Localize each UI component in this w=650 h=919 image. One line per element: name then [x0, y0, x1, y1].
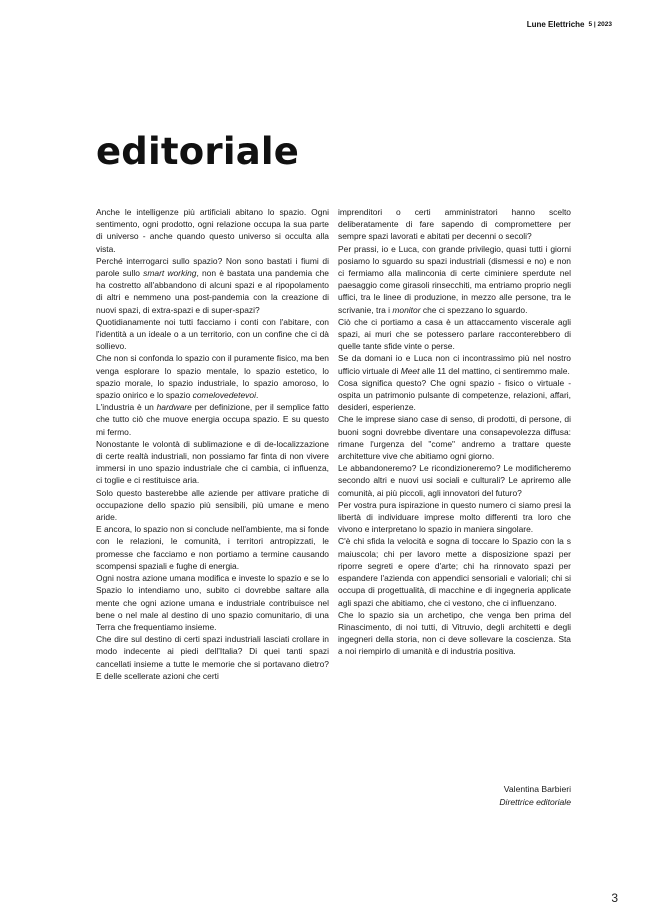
paragraph — [338, 316, 571, 353]
page-title: editoriale — [96, 130, 300, 173]
paragraph — [96, 438, 329, 487]
text-segment: per definizione, per il semplice fatto che tutto ciò che muove energia occupa spazio. E su questo mi fermo. — [96, 402, 329, 437]
text-segment: C'è chi sfida la velocità e sogna di toccare lo Spazio con la s maiuscola; chi per lavoro mette a disposizione spazi per riporre segreti e opere d'arte; chi ha rinnovato spazi per espandere l'azienda con appendici sensoriali e valoriali; chi si occupa di progettualità, di macchine e di ingegneria applicate agli spazi che abitiamo, che ci vestono, che ci influenzano. — [338, 536, 571, 608]
text-segment: Quotidianamente noi tutti facciamo i conti con l'abitare, con l'identità a un ideale o a un territorio, con un confine che ci dà sollievo. — [96, 316, 329, 352]
paragraph — [338, 377, 571, 414]
text-segment: Perché interrogarci sullo spazio? Non sono bastati i fiumi di parole sullo — [96, 255, 329, 279]
paragraph — [96, 572, 329, 633]
italic-term: Meet — [400, 365, 420, 376]
author-name: Valentina Barbieri — [503, 784, 571, 794]
paragraph — [338, 609, 571, 658]
text-segment: alle 11 del mattino, ci sentiremmo male. — [419, 365, 570, 376]
paragraph — [338, 206, 571, 243]
text-segment: Che le imprese siano case di senso, di prodotti, di persone, di buoni sogni dovrebbe diventare una consapevolezza diffusa: rimane l'urgenza del "come" andremo a trattare queste architetture vive che abitiamo ogni giorno. — [338, 414, 571, 462]
text-segment: Se da domani io e Luca non ci incontrassimo più nel nostro ufficio virtuale di — [338, 353, 571, 376]
text-segment: Nonostante le volontà di sublimazione e di de-localizzazione di certe realtà industriali, non possiamo far finta di non vivere immersi in uno spazio industriale che ci cambia, ci influenza, ci toglie e ci restituisce aria. — [96, 438, 329, 486]
text-segment: imprenditori o certi amministratori hanno scelto deliberatamente di fare sapendo di compromettere per sempre spazi lavorati e abitati per decenni o secoli? — [338, 207, 571, 242]
italic-term: monitor — [392, 304, 421, 315]
text-segment: Per prassi, io e Luca, con grande privilegio, quasi tutti i giorni posiamo lo sguardo su spazi industriali (dismessi e no) e non ci fermiamo alla malinconia di certe ciminiere sperdute nel paesaggio come girasoli rinsecchiti, ma entriamo proprio negli uffici, tra le linee di produzione, in mezzo alle persone, tra le scrivanie, tra i — [338, 243, 571, 315]
italic-term: comelovedetevoi — [192, 390, 256, 401]
paragraph — [96, 487, 329, 524]
column-left — [96, 206, 329, 682]
italic-term: hardware — [156, 402, 192, 413]
text-segment: Che dire sul destino di certi spazi industriali lasciati crollare in modo indecente ai piedi dell'Italia? Di quei tanti spazi cancellati insieme a tutte le memorie che si portavano dietro? E delle scellerate azioni che certi — [96, 634, 329, 681]
paragraph — [96, 523, 329, 572]
page-number: 3 — [611, 891, 618, 905]
issue-number: 5 | 2023 — [588, 21, 612, 28]
paragraph — [338, 352, 571, 376]
paragraph — [338, 535, 571, 608]
text-segment: Cosa significa questo? Che ogni spazio - fisico o virtuale - ospita un patrimonio pulsante di competenze, relazioni, affari, desideri, esperienze. — [338, 377, 571, 413]
paragraph — [96, 352, 329, 401]
paragraph — [96, 206, 329, 255]
paragraph — [96, 401, 329, 438]
text-segment: E ancora, lo spazio non si conclude nell'ambiente, ma si fonde con le relazioni, le comunità, i territori antropizzati, le promesse che facciamo e non portiamo a termine causando scompensi spaziali e fughe di energia. — [96, 524, 329, 571]
paragraph — [96, 316, 329, 353]
paragraph — [338, 462, 571, 499]
paragraph — [338, 243, 571, 316]
text-segment: Che non si confonda lo spazio con il puramente fisico, ma ben venga esplorare lo spazio mentale, lo spazio estetico, lo spazio morale, lo spazio industriale, lo spazio amoroso, lo spazio onirico e lo spazio — [96, 353, 329, 401]
text-segment: , non è bastata una pandemia che ha costretto all'abbandono di alcuni spazi e al ripopolamento di altri e nemmeno una post-pandemia con la creazione di nuovi spazi, di extra-spazi e di super-spazi? — [96, 268, 329, 315]
text-segment: Che lo spazio sia un archetipo, che venga ben prima del Rinascimento, di noi tutti, di Vitruvio, degli architetti e degli ingegneri della storia, non ci deve sollevare la coscienza. Sta a noi riempirlo di umanità e di industria positiva. — [338, 609, 571, 657]
magazine-name: Lune Elettriche — [526, 20, 585, 29]
paragraph — [338, 413, 571, 462]
text-segment: Ogni nostra azione umana modifica e investe lo spazio e se lo Spazio lo intendiamo uno, subito ci dovrebbe saltare alla mente che ogni azione umana e industriale contribuisce nel bene o nel male al destino di uno spazio comunitario, di una Terra che frequentiamo insieme. — [96, 573, 329, 632]
running-header — [527, 20, 612, 29]
paragraph — [338, 499, 571, 536]
article-body — [96, 206, 571, 682]
column-right — [338, 206, 571, 682]
paragraph — [96, 633, 329, 682]
author-role: Direttrice editoriale — [499, 796, 571, 807]
italic-term: smart working — [143, 268, 197, 279]
text-segment: Solo questo basterebbe alle aziende per attivare pratiche di occupazione dello spazio più sensibili, più umane e meno aride. — [96, 487, 329, 523]
text-segment: Ciò che ci portiamo a casa è un attaccamento viscerale agli spazi, ai muri che se potessero parlare racconterebbero di quelle tante sfide vinte o perse. — [338, 316, 571, 352]
signature-block — [499, 783, 571, 808]
text-segment: Per vostra pura ispirazione in questo numero ci siamo presi la libertà di individuare imprese molto differenti tra loro che vivono e interpretano lo spazio in maniera singolare. — [338, 499, 571, 535]
text-segment: L'industria è un — [96, 402, 157, 413]
text-segment: Le abbandoneremo? Le ricondizioneremo? Le modificheremo secondo altri e nuovi usi sociali e culturali? Le apriremo alle comunità, ai più piccoli, agli innovatori del futuro? — [338, 463, 571, 498]
paragraph — [96, 255, 329, 316]
text-segment: . — [255, 390, 259, 401]
text-segment: che ci spezzano lo sguardo. — [420, 304, 528, 315]
text-segment: Anche le intelligenze più artificiali abitano lo spazio. Ogni sentimento, ogni prodotto, ogni relazione occupa la sua parte di universo - anche quando questo universo si occulta alla vista. — [96, 207, 329, 254]
